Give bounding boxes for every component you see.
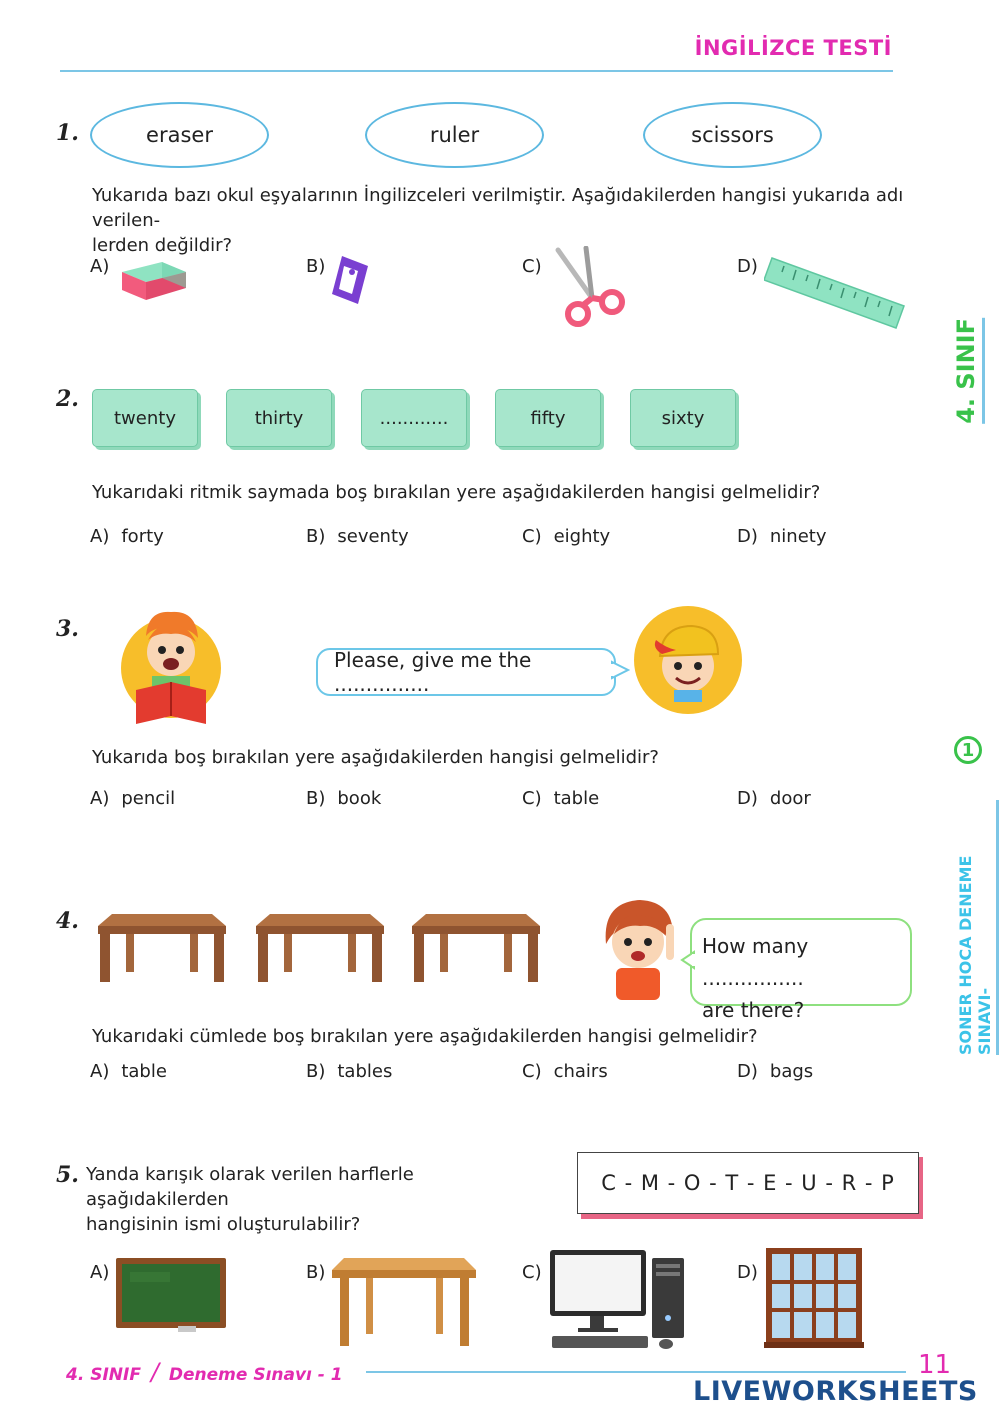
q3-number: 3. (56, 616, 79, 642)
table-icon (254, 912, 386, 984)
q2-number-card: twenty (92, 389, 198, 447)
q3-option-c[interactable]: C) table (522, 788, 600, 809)
window-icon (764, 1246, 864, 1350)
wooden-table-icon (330, 1254, 478, 1348)
q2-number-card: fifty (495, 389, 601, 447)
q4-number: 4. (56, 908, 79, 934)
q3-option-b[interactable]: B) book (306, 788, 382, 809)
bubble-tail-icon (680, 950, 696, 970)
q4-option-a[interactable]: A) table (90, 1061, 167, 1082)
q4-text: Yukarıdaki cümlede boş bırakılan yere aşağıdakilerden hangisi gelmelidir? (92, 1026, 758, 1047)
q5-option-c[interactable]: C) (522, 1262, 542, 1283)
q2-number-card: thirty (226, 389, 332, 447)
q5-letter-box: C - M - O - T - E - U - R - P (577, 1152, 919, 1214)
q2-text: Yukarıdaki ritmik saymada boş bırakılan yere aşağıdakilerden hangisi gelmelidir? (92, 482, 821, 503)
q2-blank-card: ............ (361, 389, 467, 447)
eraser-icon (118, 250, 190, 302)
header-rule (60, 70, 893, 72)
q1-text: Yukarıda bazı okul eşyalarının İngilizceleri verilmiştir. Aşağıdakilerden hangisi yukarıda adı verilen- lerden değildir? (92, 185, 904, 256)
q5-option-d[interactable]: D) (737, 1262, 758, 1283)
page-number: 11 (918, 1350, 952, 1380)
side-number-badge: 1 (954, 736, 982, 764)
q4-option-d[interactable]: D) bags (737, 1061, 814, 1082)
footer-exam-label: 4. SINIF / Deneme Sınavı - 1 (66, 1358, 343, 1386)
q2-option-a[interactable]: A) forty (90, 526, 164, 547)
q3-option-d[interactable]: D) door (737, 788, 811, 809)
q5-number: 5. (56, 1162, 79, 1188)
q1-option-d[interactable]: D) (737, 256, 758, 277)
q4-option-b[interactable]: B) tables (306, 1061, 393, 1082)
sharpener-icon (328, 252, 372, 308)
boy-cap-icon (632, 604, 744, 716)
bubble-tail-icon (610, 660, 630, 680)
scissors-icon (552, 246, 632, 332)
footer-rule (366, 1371, 906, 1373)
q4-speech-bubble: How many ................ are there? (690, 918, 912, 1006)
q2-option-b[interactable]: B) seventy (306, 526, 409, 547)
table-icon (410, 912, 542, 984)
side-grade-label: 4. SINIF (952, 318, 985, 424)
q2-option-d[interactable]: D) ninety (737, 526, 827, 547)
q3-speech-bubble: Please, give me the ............... (316, 648, 616, 696)
q2-number-card: sixty (630, 389, 736, 447)
ruler-icon (764, 252, 908, 332)
q5-text: Yanda karışık olarak verilen harflerle aşağıdakilerden hangisinin ismi oluşturulabilir? (86, 1164, 414, 1235)
brand-logo[interactable]: LIVEWORKSHEETS (693, 1376, 978, 1407)
q1-number: 1. (56, 120, 79, 146)
girl-pointing-icon (594, 894, 686, 1002)
boy-reading-icon (118, 600, 224, 728)
q1-option-c[interactable]: C) (522, 256, 542, 277)
q1-word-oval: eraser (90, 102, 269, 168)
q2-option-c[interactable]: C) eighty (522, 526, 611, 547)
q5-option-b[interactable]: B) (306, 1262, 326, 1283)
header-title: İNGİLİZCE TESTİ (694, 36, 892, 60)
q1-word-oval: scissors (643, 102, 822, 168)
q1-word-oval: ruler (365, 102, 544, 168)
blackboard-icon (114, 1256, 228, 1336)
q4-option-c[interactable]: C) chairs (522, 1061, 608, 1082)
side-series-label: SONER HOCA DENEME SINAVI- (956, 800, 999, 1055)
q2-number: 2. (56, 386, 79, 412)
q1-option-b[interactable]: B) (306, 256, 326, 277)
table-icon (96, 912, 228, 984)
q1-option-a[interactable]: A) (90, 256, 110, 277)
q3-text: Yukarıda boş bırakılan yere aşağıdakilerden hangisi gelmelidir? (92, 747, 659, 768)
q5-option-a[interactable]: A) (90, 1262, 110, 1283)
q3-option-a[interactable]: A) pencil (90, 788, 176, 809)
computer-icon (548, 1248, 688, 1352)
